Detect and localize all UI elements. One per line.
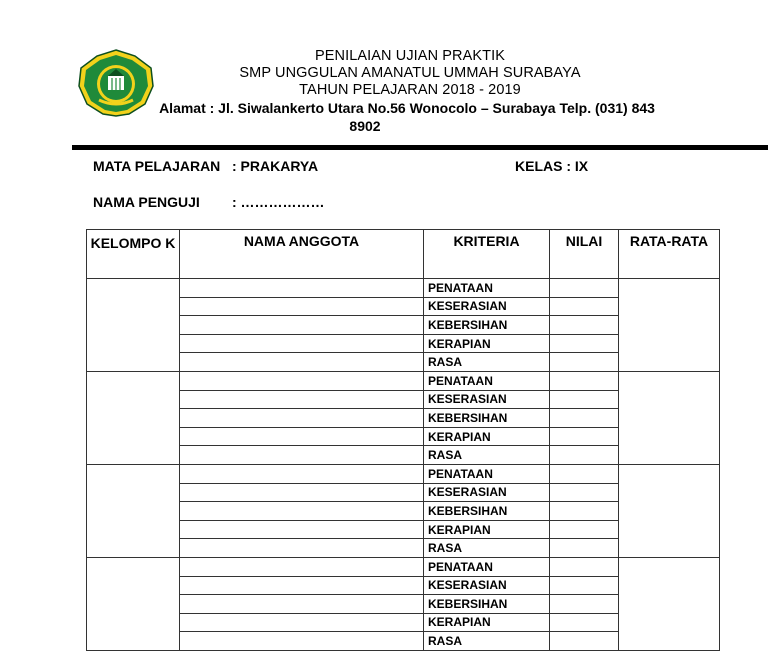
criteria-cell: RASA bbox=[424, 632, 550, 651]
school-crest-icon bbox=[77, 48, 155, 118]
member-name-cell[interactable] bbox=[180, 446, 424, 465]
score-cell[interactable] bbox=[550, 316, 619, 335]
average-cell[interactable] bbox=[619, 464, 720, 557]
criteria-cell: KESERASIAN bbox=[424, 576, 550, 595]
member-name-cell[interactable] bbox=[180, 539, 424, 558]
score-cell[interactable] bbox=[550, 613, 619, 632]
examiner-label: NAMA PENGUJI bbox=[93, 194, 200, 210]
criteria-cell: KEBERSIHAN bbox=[424, 502, 550, 521]
criteria-cell: KEBERSIHAN bbox=[424, 316, 550, 335]
criteria-cell: PENATAAN bbox=[424, 464, 550, 483]
score-cell[interactable] bbox=[550, 279, 619, 298]
member-name-cell[interactable] bbox=[180, 297, 424, 316]
score-cell[interactable] bbox=[550, 334, 619, 353]
group-cell[interactable] bbox=[87, 279, 180, 372]
member-name-cell[interactable] bbox=[180, 483, 424, 502]
doc-title: PENILAIAN UJIAN PRAKTIK bbox=[314, 48, 506, 64]
member-name-cell[interactable] bbox=[180, 390, 424, 409]
member-name-cell[interactable] bbox=[180, 464, 424, 483]
class-label: KELAS : IX bbox=[515, 158, 589, 174]
table-row bbox=[87, 371, 720, 390]
criteria-cell: RASA bbox=[424, 353, 550, 372]
score-cell[interactable] bbox=[550, 576, 619, 595]
score-cell[interactable] bbox=[550, 297, 619, 316]
table-row bbox=[87, 464, 720, 483]
score-cell[interactable] bbox=[550, 483, 619, 502]
member-name-cell[interactable] bbox=[180, 353, 424, 372]
member-name-cell[interactable] bbox=[180, 409, 424, 428]
criteria-cell: KERAPIAN bbox=[424, 334, 550, 353]
score-cell[interactable] bbox=[550, 520, 619, 539]
member-name-cell[interactable] bbox=[180, 502, 424, 521]
col-header-criteria: KRITERIA bbox=[424, 230, 550, 279]
header-rule bbox=[72, 145, 768, 150]
criteria-cell: KESERASIAN bbox=[424, 483, 550, 502]
score-cell[interactable] bbox=[550, 632, 619, 651]
score-cell[interactable] bbox=[550, 464, 619, 483]
col-header-group: KELOMPO K bbox=[87, 230, 180, 279]
criteria-cell: KEBERSIHAN bbox=[424, 595, 550, 614]
score-cell[interactable] bbox=[550, 595, 619, 614]
member-name-cell[interactable] bbox=[180, 557, 424, 576]
col-header-score: NILAI bbox=[550, 230, 619, 279]
average-cell[interactable] bbox=[619, 371, 720, 464]
score-cell[interactable] bbox=[550, 371, 619, 390]
criteria-cell: RASA bbox=[424, 446, 550, 465]
letterhead bbox=[150, 48, 670, 135]
group-cell[interactable] bbox=[87, 371, 180, 464]
table-header-row bbox=[87, 230, 720, 279]
criteria-cell: KESERASIAN bbox=[424, 390, 550, 409]
member-name-cell[interactable] bbox=[180, 576, 424, 595]
criteria-cell: KEBERSIHAN bbox=[424, 409, 550, 428]
score-cell[interactable] bbox=[550, 539, 619, 558]
table-row bbox=[87, 557, 720, 576]
score-cell[interactable] bbox=[550, 557, 619, 576]
criteria-cell: KERAPIAN bbox=[424, 427, 550, 446]
member-name-cell[interactable] bbox=[180, 632, 424, 651]
member-name-cell[interactable] bbox=[180, 595, 424, 614]
score-cell[interactable] bbox=[550, 353, 619, 372]
criteria-cell: PENATAAN bbox=[424, 371, 550, 390]
average-cell[interactable] bbox=[619, 557, 720, 650]
assessment-table bbox=[86, 229, 720, 651]
criteria-cell: PENATAAN bbox=[424, 279, 550, 298]
school-year: TAHUN PELAJARAN 2018 - 2019 bbox=[299, 82, 521, 98]
average-cell[interactable] bbox=[619, 279, 720, 372]
school-name: SMP UNGGULAN AMANATUL UMMAH SURABAYA bbox=[239, 65, 581, 81]
criteria-cell: KESERASIAN bbox=[424, 297, 550, 316]
member-name-cell[interactable] bbox=[180, 279, 424, 298]
score-cell[interactable] bbox=[550, 390, 619, 409]
member-name-cell[interactable] bbox=[180, 334, 424, 353]
group-cell[interactable] bbox=[87, 557, 180, 650]
group-cell[interactable] bbox=[87, 464, 180, 557]
score-cell[interactable] bbox=[550, 446, 619, 465]
col-header-members: NAMA ANGGOTA bbox=[180, 230, 424, 279]
table-row bbox=[87, 279, 720, 298]
subject-value: : PRAKARYA bbox=[232, 158, 319, 174]
examiner-value: : ……………… bbox=[232, 194, 325, 210]
score-cell[interactable] bbox=[550, 502, 619, 521]
school-address: Alamat : Jl. Siwalankerto Utara No.56 Wonocolo – Surabaya Telp. (031) 843 bbox=[159, 100, 655, 116]
subject-label: MATA PELAJARAN bbox=[93, 158, 221, 174]
member-name-cell[interactable] bbox=[180, 520, 424, 539]
score-cell[interactable] bbox=[550, 427, 619, 446]
member-name-cell[interactable] bbox=[180, 427, 424, 446]
criteria-cell: PENATAAN bbox=[424, 557, 550, 576]
member-name-cell[interactable] bbox=[180, 371, 424, 390]
member-name-cell[interactable] bbox=[180, 613, 424, 632]
criteria-cell: KERAPIAN bbox=[424, 520, 550, 539]
member-name-cell[interactable] bbox=[180, 316, 424, 335]
criteria-cell: KERAPIAN bbox=[424, 613, 550, 632]
school-address-cont: 8902 bbox=[349, 118, 381, 134]
school-logo bbox=[77, 48, 155, 118]
col-header-average: RATA-RATA bbox=[619, 230, 720, 279]
criteria-cell: RASA bbox=[424, 539, 550, 558]
score-cell[interactable] bbox=[550, 409, 619, 428]
